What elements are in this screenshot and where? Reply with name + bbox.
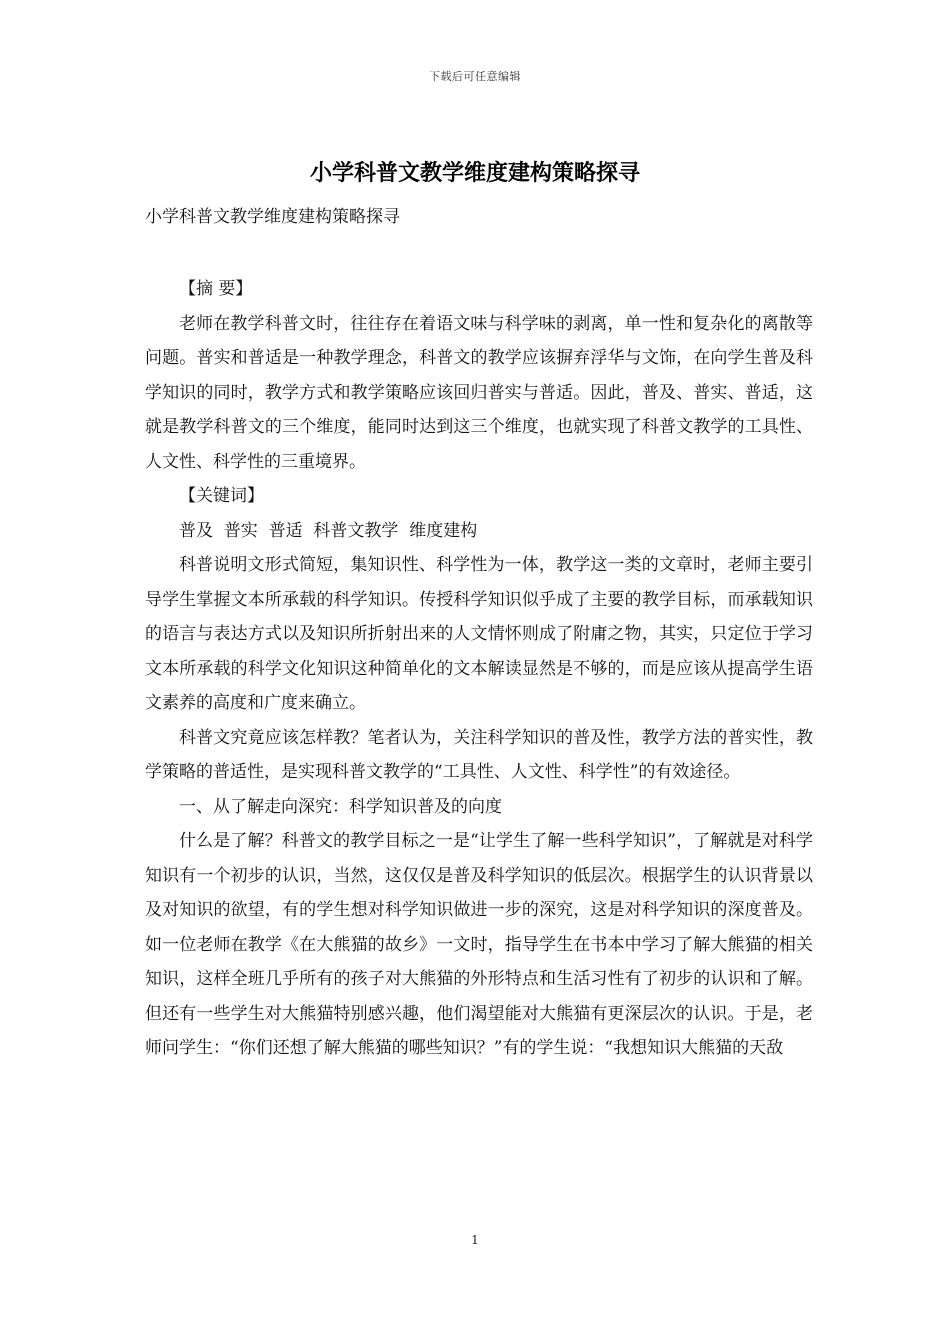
body-paragraph: 科普文究竟应该怎样教？笔者认为，关注科学知识的普及性，教学方法的普实性，教学策略的普适性，是实现科普文教学的“工具性、人文性、科学性”的有效途径。 — [145, 727, 813, 782]
document-subtitle: 小学科普文教学维度建构策略探寻 — [145, 207, 400, 227]
abstract-label: 【摘 要】 — [179, 279, 253, 299]
keywords-line: 普及 普实 普适 科普文教学 维度建构 — [179, 520, 478, 541]
document-body — [145, 272, 813, 1066]
keywords-label: 【关键词】 — [179, 486, 264, 506]
page-number: 1 — [471, 1233, 479, 1247]
header-note: 下载后可任意编辑 — [429, 70, 521, 83]
body-paragraph: 什么是了解？科普文的教学目标之一是“让学生了解一些科学知识”，了解就是对科学知识有一个初步的认识，当然，这仅仅是普及科学知识的低层次。根据学生的认识背景以及对知识的欲望，有的学生想对科学知识做进一步的深究，这是对科学知识的深度普及。如一位老师在教学《在大熊猫的故乡》一文时，指导学生在书本中学习了解大熊猫的相关知识，这样全班几乎所有的孩子对大熊猫的外形特点和生活习性有了初步的认识和了解。但还有一些学生对大熊猫特别感兴趣，他们渴望能对大熊猫有更深层次的认识。于是，老师问学生：“你们还想了解大熊猫的哪些知识？”有的学生说：“我想知识大熊猫的天敌 — [145, 831, 813, 1058]
document-title: 小学科普文教学维度建构策略探寻 — [309, 160, 640, 186]
abstract-paragraph: 老师在教学科普文时，往往存在着语文味与科学味的剥离，单一性和复杂化的离散等问题。普实和普适是一种教学理念，科普文的教学应该摒弃浮华与文饰，在向学生普及科学知识的同时，教学方式和教学策略应该回归普实与普适。因此，普及、普实、普适，这就是教学科普文的三个维度，能同时达到这三个维度，也就实现了科普文教学的工具性、人文性、科学性的三重境界。 — [145, 313, 813, 472]
body-paragraph: 科普说明文形式简短，集知识性、科学性为一体，教学这一类的文章时，老师主要引导学生掌握文本所承载的科学知识。传授科学知识似乎成了主要的教学目标，而承载知识的语言与表达方式以及知识所折射出来的人文情怀则成了附庸之物，其实，只定位于学习文本所承载的科学文化知识这种简单化的文本解读显然是不够的，而是应该从提高学生语文素养的高度和广度来确立。 — [145, 555, 813, 713]
section-heading: 一、从了解走向深究：科学知识普及的向度 — [179, 796, 502, 817]
